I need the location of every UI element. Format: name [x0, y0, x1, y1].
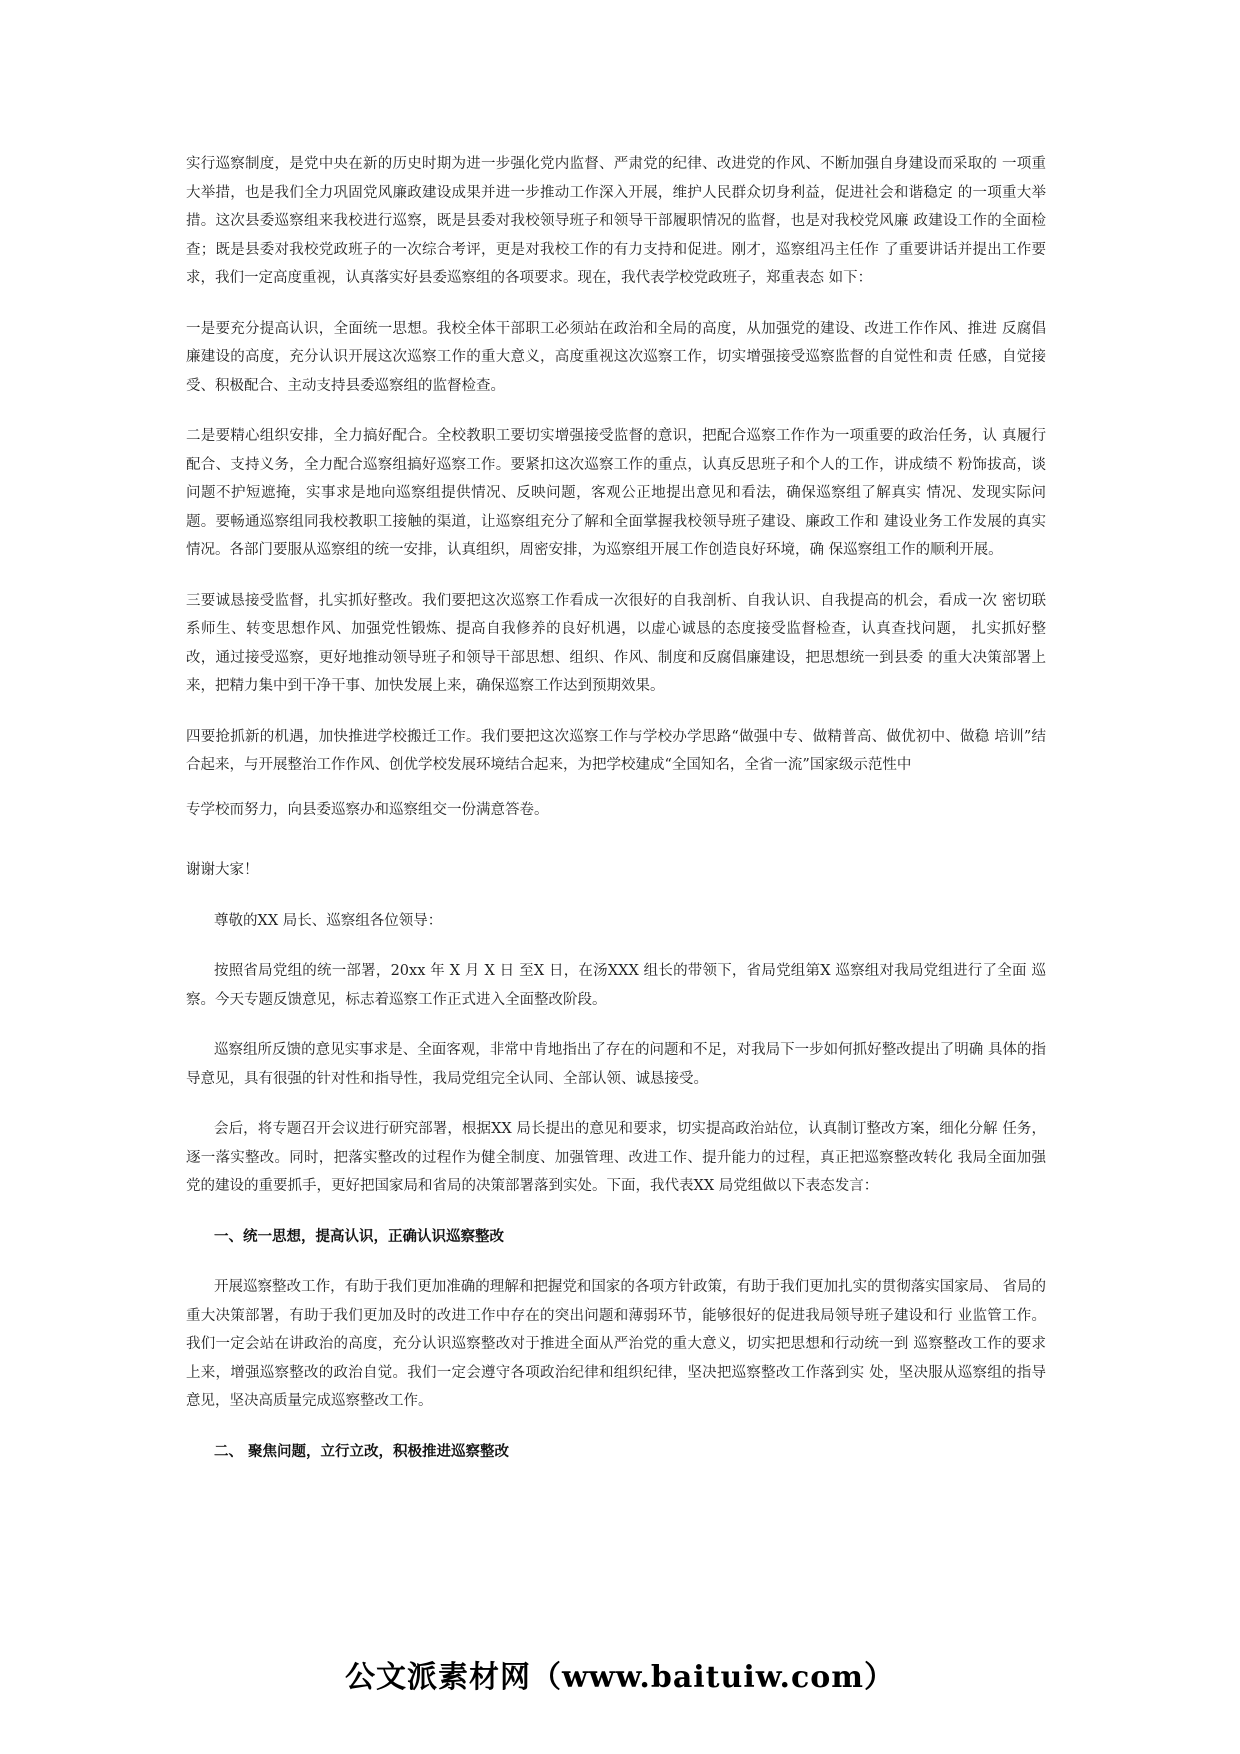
- paragraph-point-three: 三要诚恳接受监督，扎实抓好整改。我们要把这次巡察工作看成一次很好的自我剖析、自我认识、自我提高的机会，看成一次 密切联系师生、转变思想作风、加强党性锻炼、提高自我修养的良好机遇，以虚心诚恳的态度接受监督检查，认真查找问题， 扎实抓好整改，通过接受巡察，更好地推动领导班子和领导干部思想、组织、作风、制度和反腐倡廉建设，把思想统一到县委 的重大决策部署上来，把精力集中到干净干事、加快发展上来，确保巡察工作达到预期效果。: [186, 592, 1046, 694]
- paragraph-point-four-continued: 专学校而努力，向县委巡察办和巡察组交一份满意答卷。: [186, 801, 549, 818]
- paragraph-thanks: 谢谢大家！: [186, 862, 259, 878]
- paragraph-point-two: 二是要精心组织安排，全力搞好配合。全校教职工要切实增强接受监督的意识，把配合巡察工作作为一项重要的政治任务，认 真履行配合、支持义务，全力配合巡察组搞好巡察工作。要紧扣这次巡察工作的重点，认真反思班子和个人的工作，讲成绩不 粉饰拔高，谈问题不护短遮掩，实事求是地向巡察组提供情况、反映问题，客观公正地提出意见和看法，确保巡察组了解真实 情况、发现实际问题。要畅通巡察组同我校教职工接触的渠道，让巡察组充分了解和全面掌握我校领导班子建设、廉政工作和 建设业务工作发展的真实情况。各部门要服从巡察组的统一安排，认真组织，周密安排，为巡察组开展工作创造良好环境，确 保巡察组工作的顺利开展。: [186, 428, 1046, 558]
- section-heading-one: 一、统一思想，提高认识，正确认识巡察整改: [214, 1228, 504, 1245]
- paragraph-point-four: 四要抢抓新的机遇，加快推进学校搬迁工作。我们要把这次巡察工作与学校办学思路“做强中专、做精普高、做优初中、做稳 培训”结合起来，与开展整治工作作风、创优学校发展环境结合起来，为把学校建成“全国知名，全省一流”国家级示范性中: [186, 728, 1046, 773]
- paragraph-feedback: 巡察组所反馈的意见实事求是、全面客观，非常中肯地指出了存在的问题和不足，对我局下一步如何抓好整改提出了明确 具体的指导意见，具有很强的针对性和指导性，我局党组完全认同、全部认领、诚恳接受。: [186, 1042, 1046, 1087]
- paragraph-intro: 实行巡察制度，是党中央在新的历史时期为进一步强化党内监督、严肃党的纪律、改进党的作风、不断加强自身建设而采取的 一项重大举措，也是我们全力巩固党风廉政建设成果并进一步推动工作深入开展，维护人民群众切身利益，促进社会和谐稳定 的一项重大举措。这次县委巡察组来我校进行巡察，既是县委对我校领导班子和领导干部履职情况的监督，也是对我校党风廉 政建设工作的全面检查；既是县委对我校党政班子的一次综合考评，更是对我校工作的有力支持和促进。刚才，巡察组冯主任作 了重要讲话并提出工作要求，我们一定高度重视，认真落实好县委巡察组的各项要求。现在，我代表学校党政班子，郑重表态 如下：: [186, 156, 1046, 286]
- section-heading-two: 二、 聚焦问题，立行立改，积极推进巡察整改: [214, 1443, 510, 1460]
- paragraph-point-one: 一是要充分提高认识，全面统一思想。我校全体干部职工必须站在政治和全局的高度，从加强党的建设、改进工作作风、推进 反腐倡廉建设的高度，充分认识开展这次巡察工作的重大意义，高度重视这次巡察工作，切实增强接受巡察监督的自觉性和责 任感，自觉接受、积极配合、主动支持县委巡察组的监督检查。: [186, 320, 1046, 394]
- paragraph-salutation: 尊敬的XX 局长、巡察组各位领导：: [214, 912, 443, 929]
- paragraph-section-one: 开展巡察整改工作，有助于我们更加准确的理解和把握党和国家的各项方针政策，有助于我们更加扎实的贯彻落实国家局、 省局的重大决策部署，有助于我们更加及时的改进工作中存在的突出问题和薄弱环节，能够很好的促进我局领导班子建设和行 业监管工作。我们一定会站在讲政治的高度，充分认识巡察整改对于推进全面从严治党的重大意义，切实把思想和行动统一到 巡察整改工作的要求上来，增强巡察整改的政治自觉。我们一定会遵守各项政治纪律和组织纪律，坚决把巡察整改工作落到实 处，坚决服从巡察组的指导意见，坚决高质量完成巡察整改工作。: [186, 1279, 1046, 1409]
- footer-watermark-text: 公文派素材网（www.baituiw.com）: [344, 1660, 896, 1695]
- paragraph-deployment: 按照省局党组的统一部署，20xx 年 X 月 X 日 至X 日，在汤XXX 组长的带领下，省局党组第X 巡察组对我局党组进行了全面 巡察。今天专题反馈意见，标志着巡察工作正式进入全面整改阶段。: [186, 963, 1046, 1008]
- paragraph-after-meeting: 会后，将专题召开会议进行研究部署，根据XX 局长提出的意见和要求，切实提高政治站位，认真制订整改方案，细化分解 任务，逐一落实整改。同时，把落实整改的过程作为健全制度、加强管理、改进工作、提升能力的过程，真正把巡察整改转化 我局全面加强党的建设的重要抓手，更好把国家局和省局的决策部署落到实处。下面，我代表XX 局党组做以下表态发言：: [186, 1121, 1046, 1194]
- document-body: [186, 150, 1046, 1488]
